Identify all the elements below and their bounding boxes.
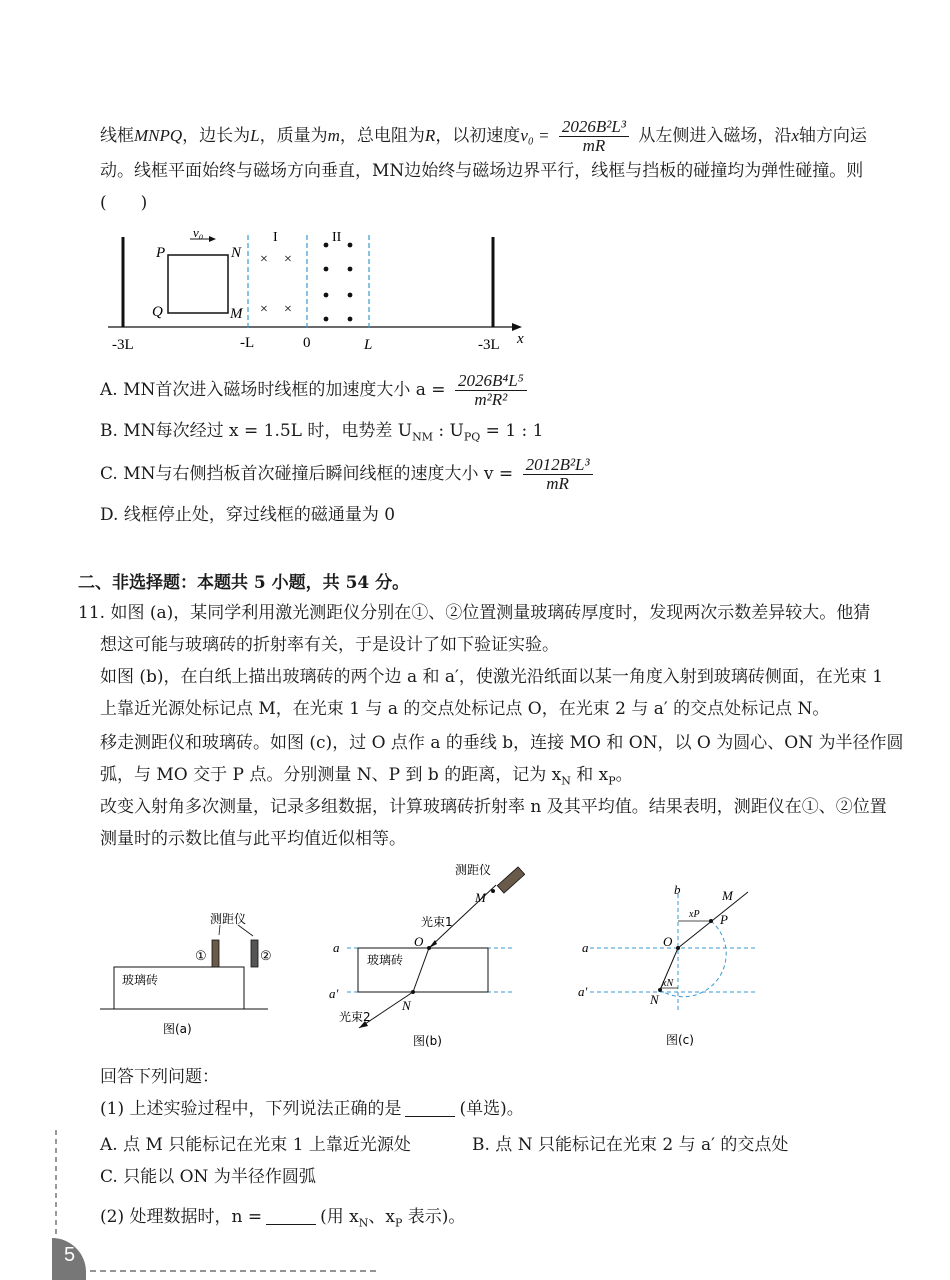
glass-label: 玻璃砖 [122, 973, 159, 987]
v0-fraction: $\frac{\text{2026B²L³}}{mR}$ [559, 118, 629, 155]
q10-option-d: D. 线框停止处，穿过线框的磁通量为 0 [100, 505, 396, 525]
q10-line-1: 线框MNPQ，边长为L，质量为m，总电阻为R，以初速度v₀ = $\frac{\text{2026B²L³}}{mR}$ 从左侧进入磁场，沿x轴方向运 [100, 117, 867, 155]
tick-neg3L-right: -3L [478, 337, 500, 353]
region-II-label: II [332, 230, 342, 245]
device-label: 测距仪 [210, 912, 247, 926]
q11-p3-line2: 弧，与 MO 交于 P 点。分别测量 N、P 到 b 的距离，记为 $x_N$ 和 $x_P$。 [100, 765, 633, 788]
edge-a-prime-label: a′ [578, 984, 588, 999]
edge-a-label: a [582, 940, 589, 955]
label-O: O [414, 934, 424, 949]
label-O: O [663, 934, 673, 949]
device-label: 测距仪 [455, 863, 492, 877]
q11-p4-line2: 测量时的示数比值与此平均值近似相等。 [100, 829, 406, 849]
line-b-label: b [674, 882, 681, 897]
q10-paren: ( ) [100, 193, 148, 213]
answer-blank-1[interactable] [405, 1100, 455, 1117]
q10-option-b: B. MN每次经过 x = 1.5L 时，电势差 $U_{NM}$ : $U_{PQ} = 1$ : 1 [100, 421, 544, 444]
q11-sub2: (2) 处理数据时，n = (用 $x_N$、$x_P$ 表示)。 [100, 1207, 466, 1230]
label-P: P [720, 912, 728, 927]
figure-c [570, 880, 770, 1052]
label-P: P [156, 245, 166, 261]
q11-option-a: A. 点 M 只能标记在光束 1 上靠近光源处 [100, 1135, 411, 1155]
field-cross: × [260, 252, 268, 267]
q10-line-2: 动。线框平面始终与磁场方向垂直，MN边始终与磁场边界平行，线框与挡板的碰撞均为弹性碰撞。则 [100, 161, 864, 181]
label-M: M [722, 888, 733, 903]
q11-sub1: (1) 上述实验过程中，下列说法正确的是 (单选)。 [100, 1099, 524, 1119]
page-number: 5 [64, 1244, 76, 1266]
axis-x-label: x [517, 331, 524, 347]
label-N: N [231, 245, 242, 261]
edge-a-label: a [333, 940, 340, 955]
glass-label: 玻璃砖 [367, 953, 404, 967]
q11-p2-line2: 上靠近光源处标记点 M，在光束 1 与 a 的交点处标记点 O，在光束 2 与 a′ 的交点处标记点 N。 [100, 699, 830, 719]
field-cross: × [260, 302, 268, 317]
section-heading: 二、非选择题：本题共 5 小题，共 54 分。 [78, 573, 410, 593]
field-cross: × [284, 302, 292, 317]
q11-p1-line2: 想这可能与玻璃砖的折射率有关，于是设计了如下验证实验。 [100, 635, 559, 655]
v0-label: v₀ [193, 225, 204, 240]
label-M: M [230, 306, 243, 322]
q11-p4-line1: 改变入射角多次测量，记录多组数据，计算玻璃砖折射率 n 及其平均值。结果表明，测距仪在①、②位置 [100, 797, 887, 817]
q11-option-c: C. 只能以 ON 为半径作圆弧 [100, 1167, 316, 1187]
q10-option-c: C. MN与右侧挡板首次碰撞后瞬间线框的速度大小 v = $\frac{\text{2012B²L³}}{mR}$ [100, 456, 597, 493]
position-1-label: ① [195, 948, 207, 963]
figure-c-caption: 图(c) [666, 1033, 694, 1047]
tick-neg3L-left: -3L [112, 337, 134, 353]
beam-2-label: 光束2 [339, 1010, 371, 1024]
label-N: N [650, 992, 659, 1007]
q10-option-a: A. MN首次进入磁场时线框的加速度大小 a = $\frac{\text{2026B⁴L⁵}}{\text{m²R²}}$ [100, 372, 531, 409]
xN-label: xN [662, 978, 674, 989]
q11-p1-line1: 11. 如图 (a)，某同学利用激光测距仪分别在①、②位置测量玻璃砖厚度时，发现两次示数差异较大。他猜 [78, 603, 871, 623]
region-I-label: I [273, 230, 278, 245]
q11-option-b: B. 点 N 只能标记在光束 2 与 a′ 的交点处 [472, 1135, 789, 1155]
figure-b-caption: 图(b) [413, 1034, 442, 1048]
position-2-label: ② [260, 948, 272, 963]
q11-p3-line1: 移走测距仪和玻璃砖。如图 (c)，过 O 点作 a 的垂线 b，连接 MO 和 ON，以 O 为圆心、ON 为半径作圆 [100, 733, 904, 753]
page-corner-decoration [40, 1130, 400, 1280]
xP-label: xP [689, 909, 700, 920]
label-N: N [402, 998, 411, 1013]
tick-negL: -L [240, 335, 255, 351]
edge-a-prime-label: a′ [329, 986, 339, 1001]
magnetic-field-figure [100, 225, 540, 355]
figure-b [325, 858, 525, 1053]
field-cross: × [284, 252, 292, 267]
tick-L: L [364, 337, 373, 353]
figure-a-caption: 图(a) [163, 1022, 192, 1036]
figure-a [100, 905, 280, 1045]
q11-p2-line1: 如图 (b)，在白纸上描出玻璃砖的两个边 a 和 a′，使激光沿纸面以某一角度入射到玻璃砖侧面，在光束 1 [100, 667, 884, 687]
answer-prompt: 回答下列问题： [100, 1067, 219, 1087]
label-M: M [475, 890, 486, 905]
tick-0: 0 [303, 335, 311, 351]
label-Q: Q [152, 304, 163, 320]
beam-1-label: 光束1 [421, 915, 453, 929]
